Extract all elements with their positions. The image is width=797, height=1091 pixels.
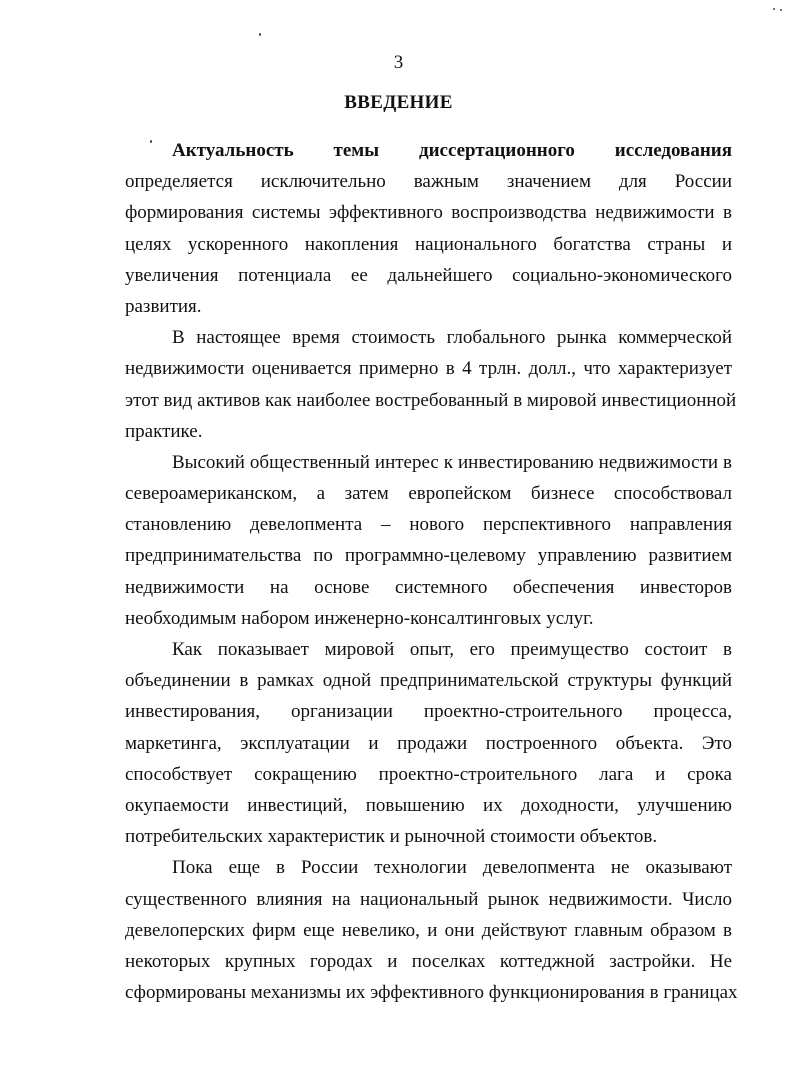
page-number: 3: [393, 52, 404, 73]
text-line: определяется исключительно важным значением для России: [125, 171, 732, 193]
text-line: существенного влияния на национальный рынок недвижимости. Число: [125, 888, 732, 910]
text-line: целях ускоренного накопления национального богатства страны и: [125, 233, 732, 255]
text-line: окупаемости инвестиций, повышению их доходности, улучшению: [125, 794, 732, 816]
text-line: маркетинга, эксплуатации и продажи построенного объекта. Это: [125, 732, 732, 754]
text-line: становлению девелопмента – нового перспективного направления: [125, 514, 732, 536]
text-line: увеличения потенциала ее дальнейшего социально-экономического: [125, 264, 732, 286]
text-line: Высокий общественный интерес к инвестированию недвижимости в: [172, 451, 732, 473]
paragraph: [125, 857, 738, 1013]
text-line: североамериканском, а затем европейском бизнесе способствовал: [125, 483, 732, 505]
text-line: некоторых крупных городах и поселках коттеджной застройки. Не: [125, 950, 732, 972]
scan-speck: [773, 8, 775, 10]
text-line: сформированы механизмы их эффективного функционирования в границах: [125, 982, 738, 1004]
text-line: девелоперских фирм еще невелико, и они действуют главным образом в: [125, 919, 732, 941]
text-line: предпринимательства по программно-целевому управлению развитием: [125, 545, 732, 567]
paragraph: [125, 140, 732, 327]
text-line: практике.: [125, 420, 203, 442]
text-line: В настоящее время стоимость глобального рынка коммерческой: [172, 327, 732, 349]
text-line: необходимым набором инженерно-консалтинговых услуг.: [125, 607, 594, 629]
paragraph: [125, 452, 732, 639]
text-line: этот вид активов как наиболее востребованный в мировой инвестиционной: [125, 389, 737, 411]
text-line: развития.: [125, 295, 202, 317]
text-line: потребительских характеристик и рыночной стоимости объектов.: [125, 826, 658, 848]
text-line: Как показывает мировой опыт, его преимущество состоит в: [172, 639, 732, 660]
text-line: [125, 140, 732, 171]
text-line: объединении в рамках одной предпринимательской структуры функций: [125, 670, 732, 692]
text-line: способствует сокращению проектно-строительного лага и срока: [125, 763, 732, 785]
paragraph: [125, 639, 732, 857]
bold-phrase: Актуальность темы диссертационного исследования: [172, 140, 732, 161]
page-title: ВВЕДЕНИЕ: [344, 92, 453, 113]
text-line: Пока еще в России технологии девелопмента не оказывают: [172, 857, 732, 879]
scan-speck: [259, 33, 261, 36]
body-text: [125, 140, 738, 1013]
scan-speck: [780, 9, 782, 11]
paragraph: [125, 327, 737, 452]
text-line: инвестирования, организации проектно-строительного процесса,: [125, 701, 732, 723]
text-line: формирования системы эффективного воспроизводства недвижимости в: [125, 202, 732, 224]
text-line: недвижимости на основе системного обеспечения инвесторов: [125, 576, 732, 598]
text-line: недвижимости оценивается примерно в 4 трлн. долл., что характеризует: [125, 358, 732, 380]
